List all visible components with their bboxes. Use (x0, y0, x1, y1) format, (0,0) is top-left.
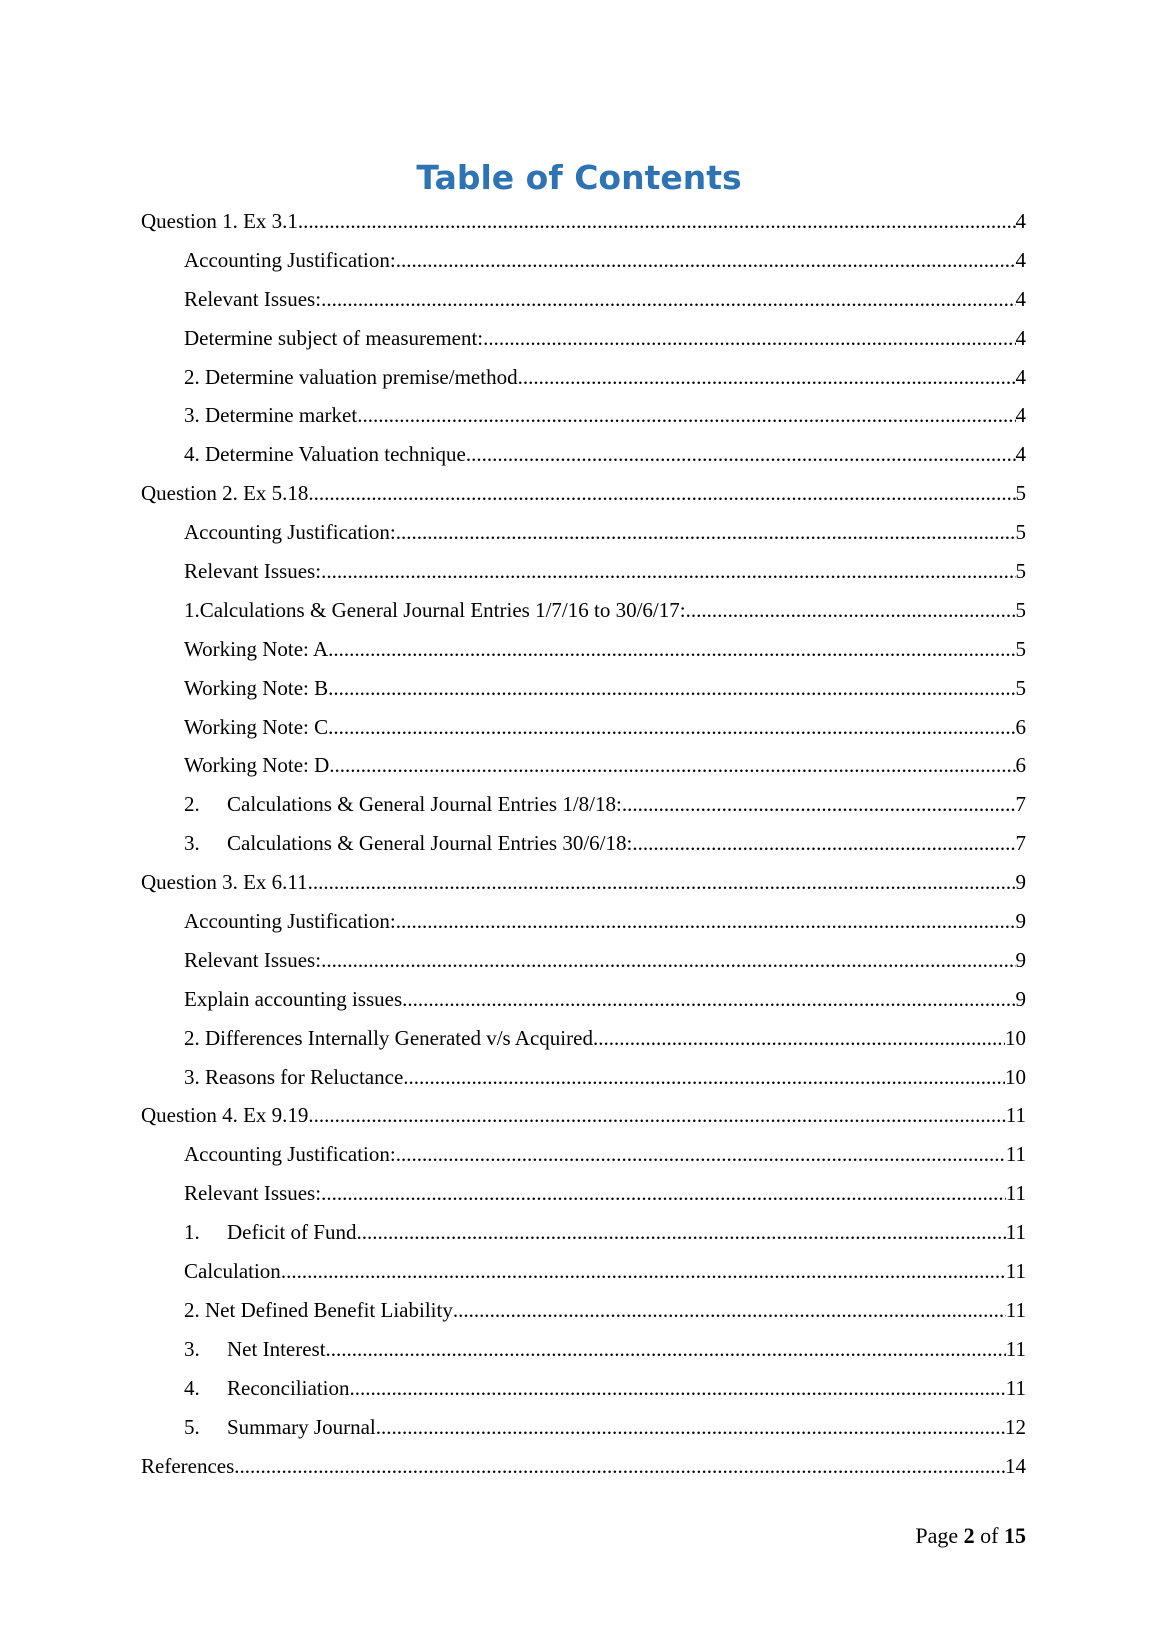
toc-entry-page-number: 4 (1015, 403, 1026, 428)
toc-dot-leader (308, 1096, 1005, 1135)
toc-entry-number: 3. (184, 831, 200, 856)
toc-dot-leader (483, 319, 1015, 358)
toc-entry-subheading[interactable] (141, 1252, 1026, 1291)
toc-entry-text: 3. Reasons for Reluctance (184, 1064, 404, 1089)
toc-dot-leader (622, 785, 1016, 824)
toc-entry-page-number: 11 (1005, 1375, 1026, 1400)
toc-entry-page-number: 11 (1005, 1336, 1026, 1361)
toc-entry-page-number: 9 (1015, 870, 1026, 895)
toc-entry-text: Accounting Justification: (184, 247, 396, 272)
toc-entry-subheading[interactable] (141, 358, 1026, 397)
toc-dot-leader (402, 980, 1015, 1019)
toc-entry-subheading[interactable] (141, 785, 1026, 824)
toc-entry-text: Relevant Issues: (184, 1181, 322, 1206)
toc-entry-page-number: 11 (1005, 1103, 1026, 1128)
toc-entry-text: 1.Calculations & General Journal Entries 1/7/16 to 30/6/17: (184, 597, 686, 622)
toc-entry-page-number: 11 (1005, 1220, 1026, 1245)
toc-entry-text: Working Note: C (184, 714, 329, 739)
toc-entry-page-number: 11 (1005, 1297, 1026, 1322)
toc-dot-leader (328, 630, 1015, 669)
toc-entry-text: Question 4. Ex 9.19 (141, 1103, 309, 1128)
toc-entry-subheading[interactable] (141, 980, 1026, 1019)
toc-dot-leader (357, 396, 1015, 435)
footer-total-pages: 15 (1004, 1523, 1026, 1548)
toc-dot-leader (328, 708, 1015, 747)
toc-entry-subheading[interactable] (141, 396, 1026, 435)
toc-entry-page-number: 9 (1015, 986, 1026, 1011)
toc-entry-subheading[interactable] (141, 1058, 1026, 1097)
toc-entry-subheading[interactable] (141, 280, 1026, 319)
toc-entry-heading[interactable] (141, 474, 1026, 513)
toc-entry-page-number: 5 (1015, 520, 1026, 545)
toc-dot-leader (593, 1019, 1005, 1058)
toc-entry-page-number: 4 (1015, 286, 1026, 311)
toc-entry-text: Accounting Justification: (184, 909, 396, 934)
toc-entry-page-number: 10 (1005, 1025, 1026, 1050)
toc-list (141, 202, 1026, 1485)
toc-entry-subheading[interactable] (141, 1135, 1026, 1174)
toc-entry-text: Net Interest (227, 1336, 326, 1361)
toc-entry-page-number: 10 (1005, 1064, 1026, 1089)
toc-dot-leader (396, 1135, 1006, 1174)
toc-entry-text: Question 3. Ex 6.11 (141, 870, 308, 895)
toc-entry-text: Calculation (184, 1259, 281, 1284)
toc-dot-leader (396, 513, 1016, 552)
toc-entry-heading[interactable] (141, 1096, 1026, 1135)
toc-entry-page-number: 11 (1005, 1142, 1026, 1167)
toc-entry-subheading[interactable] (141, 708, 1026, 747)
toc-entry-text: Relevant Issues: (184, 947, 322, 972)
toc-entry-text: Working Note: D (184, 753, 330, 778)
toc-entry-text: 3. Determine market (184, 403, 358, 428)
toc-entry-subheading[interactable] (141, 1291, 1026, 1330)
toc-dot-leader (403, 1058, 1005, 1097)
toc-entry-subheading[interactable] (141, 513, 1026, 552)
toc-entry-subheading[interactable] (141, 319, 1026, 358)
toc-entry-subheading[interactable] (141, 902, 1026, 941)
toc-entry-heading[interactable] (141, 202, 1026, 241)
toc-entry-text: Calculations & General Journal Entries 1/8/18: (227, 792, 622, 817)
toc-entry-page-number: 9 (1015, 909, 1026, 934)
toc-entry-number: 5. (184, 1414, 200, 1439)
toc-entry-text: Summary Journal (227, 1414, 376, 1439)
toc-entry-text: References (141, 1453, 235, 1478)
toc-entry-page-number: 9 (1015, 947, 1026, 972)
toc-entry-page-number: 5 (1015, 481, 1026, 506)
toc-entry-page-number: 4 (1015, 442, 1026, 467)
toc-entry-text: Relevant Issues: (184, 286, 322, 311)
toc-dot-leader (308, 863, 1016, 902)
toc-dot-leader (321, 941, 1015, 980)
toc-entry-subheading[interactable] (141, 669, 1026, 708)
page-footer (915, 1522, 1026, 1550)
toc-entry-text: Working Note: A (184, 636, 329, 661)
footer-of-word: of (980, 1523, 999, 1548)
toc-title: Table of Contents (416, 158, 742, 197)
toc-entry-subheading[interactable] (141, 1213, 1026, 1252)
toc-dot-leader (686, 591, 1016, 630)
toc-entry-text: 2. Differences Internally Generated v/s Acquired (184, 1025, 593, 1050)
toc-dot-leader (396, 241, 1016, 280)
toc-entry-page-number: 4 (1015, 247, 1026, 272)
toc-entry-text: 4. Determine Valuation technique (184, 442, 466, 467)
toc-entry-page-number: 5 (1015, 597, 1026, 622)
toc-entry-subheading[interactable] (141, 1369, 1026, 1408)
toc-entry-subheading[interactable] (141, 591, 1026, 630)
toc-dot-leader (321, 280, 1015, 319)
toc-entry-subheading[interactable] (141, 241, 1026, 280)
toc-entry-page-number: 5 (1015, 675, 1026, 700)
toc-entry-subheading[interactable] (141, 824, 1026, 863)
toc-entry-text: Determine subject of measurement: (184, 325, 484, 350)
toc-dot-leader (329, 746, 1015, 785)
toc-dot-leader (321, 1174, 1006, 1213)
toc-entry-text: Question 2. Ex 5.18 (141, 481, 309, 506)
toc-entry-page-number: 14 (1005, 1453, 1026, 1478)
toc-dot-leader (349, 1369, 1005, 1408)
toc-dot-leader (308, 474, 1015, 513)
toc-entry-text: Accounting Justification: (184, 1142, 396, 1167)
toc-entry-page-number: 5 (1015, 636, 1026, 661)
toc-entry-text: Deficit of Fund (227, 1220, 357, 1245)
toc-dot-leader (466, 435, 1016, 474)
toc-entry-subheading[interactable] (141, 746, 1026, 785)
toc-entry-page-number: 12 (1005, 1414, 1026, 1439)
toc-dot-leader (632, 824, 1015, 863)
toc-entry-text: Reconciliation (227, 1375, 350, 1400)
toc-dot-leader (321, 552, 1015, 591)
toc-entry-number: 1. (184, 1220, 200, 1245)
toc-dot-leader (376, 1408, 1005, 1447)
toc-entry-subheading[interactable] (141, 1174, 1026, 1213)
footer-current-page: 2 (963, 1523, 975, 1548)
toc-entry-text: 2. Net Defined Benefit Liability (184, 1297, 453, 1322)
footer-page-word: Page (915, 1523, 959, 1548)
toc-entry-subheading[interactable] (141, 1330, 1026, 1369)
toc-entry-page-number: 7 (1015, 831, 1026, 856)
toc-entry-heading[interactable] (141, 863, 1026, 902)
toc-entry-text: Accounting Justification: (184, 520, 396, 545)
toc-entry-page-number: 4 (1015, 364, 1026, 389)
toc-entry-page-number: 5 (1015, 559, 1026, 584)
toc-entry-subheading[interactable] (141, 1019, 1026, 1058)
toc-entry-subheading[interactable] (141, 1408, 1026, 1447)
toc-dot-leader (453, 1291, 1006, 1330)
toc-entry-text: Relevant Issues: (184, 559, 322, 584)
toc-entry-page-number: 4 (1015, 209, 1026, 233)
toc-entry-text: Working Note: B (184, 675, 329, 700)
toc-entry-number: 3. (184, 1336, 200, 1361)
toc-dot-leader (328, 669, 1015, 708)
toc-entry-subheading[interactable] (141, 941, 1026, 980)
toc-dot-leader (298, 202, 1016, 241)
toc-entry-number: 4. (184, 1375, 200, 1400)
toc-entry-subheading[interactable] (141, 552, 1026, 591)
toc-dot-leader (326, 1330, 1006, 1369)
toc-entry-page-number: 11 (1005, 1259, 1026, 1284)
toc-dot-leader (518, 358, 1016, 397)
toc-entry-text: Question 1. Ex 3.1 (141, 209, 298, 233)
toc-entry-page-number: 6 (1015, 714, 1026, 739)
toc-entry-heading[interactable] (141, 1447, 1026, 1486)
toc-entry-text: Explain accounting issues (184, 986, 403, 1011)
toc-entry-page-number: 4 (1015, 325, 1026, 350)
toc-entry-text: Calculations & General Journal Entries 30/6/18: (227, 831, 633, 856)
toc-entry-subheading[interactable] (141, 630, 1026, 669)
toc-dot-leader (396, 902, 1016, 941)
toc-entry-subheading[interactable] (141, 435, 1026, 474)
toc-dot-leader (234, 1447, 1005, 1486)
toc-entry-page-number: 6 (1015, 753, 1026, 778)
toc-dot-leader (281, 1252, 1006, 1291)
toc-dot-leader (356, 1213, 1005, 1252)
toc-entry-number: 2. (184, 792, 200, 817)
toc-entry-text: 2. Determine valuation premise/method (184, 364, 518, 389)
toc-entry-page-number: 7 (1015, 792, 1026, 817)
toc-entry-page-number: 11 (1005, 1181, 1026, 1206)
